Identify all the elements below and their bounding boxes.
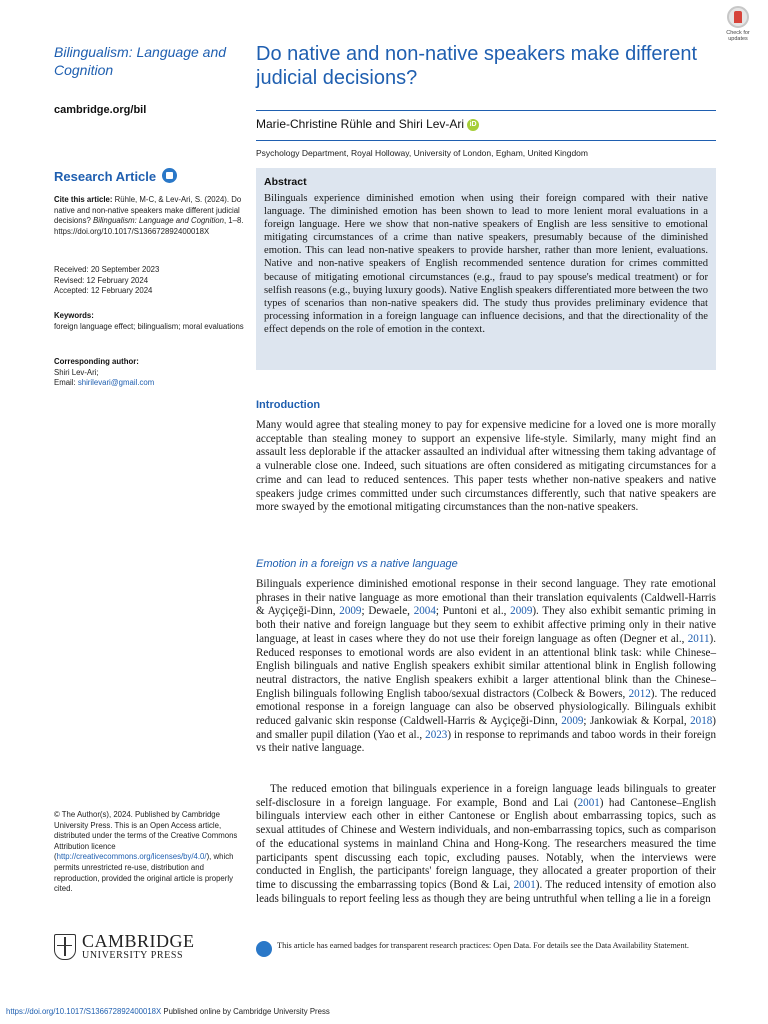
citation-block: [54, 195, 244, 237]
citation-link[interactable]: 2001: [577, 796, 600, 809]
p2-text-a: Bilinguals experience diminished emotional response in their second language. They rate emotional phrases in their native language as more emotional than their translation equivalents (Caldwell-Harris & Ayçiçeği-Dinn,: [256, 578, 716, 618]
paper-title: Do native and non-native speakers make different judicial decisions?: [256, 43, 698, 89]
publisher-name: CAMBRIDGE: [82, 931, 195, 951]
cite-label: Cite this article:: [54, 195, 113, 204]
citation-link[interactable]: 2004: [413, 605, 436, 618]
crossmark-icon: [727, 6, 749, 28]
page-footer: [6, 1007, 330, 1016]
open-data-note: [256, 940, 716, 957]
p2-text-f: ). The reduced emotional response in a foreign language can also be observed physiologically. Bilinguals exhibit reduced galvanic skin response (Caldwell-Harris & Ayçiçeği-Dinn,: [256, 687, 716, 728]
open-data-badge-icon[interactable]: [162, 168, 177, 183]
citation-link[interactable]: 2012: [628, 687, 651, 700]
publisher-subtitle: UNIVERSITY PRESS: [82, 950, 184, 961]
keywords-block: [54, 311, 244, 332]
license-link[interactable]: http://creativecommons.org/licenses/by/4.0/: [56, 852, 207, 862]
cambridge-shield-icon: [54, 934, 76, 960]
cite-text: Rühle, M-C, & Lev-Ari, S. (2024). Do native and non-native speakers make different judicial decisions?: [54, 195, 242, 226]
keywords-text: foreign language effect; bilingualism; moral evaluations: [54, 321, 244, 331]
email-line: [54, 378, 244, 389]
p3-text-a: The reduced emotion that bilinguals experience in a foreign language leads bilinguals to greater self-disclosure in a foreign language. For example, Bond and Lai (: [256, 783, 716, 809]
emotion-section-heading: Emotion in a foreign vs a native language: [256, 558, 458, 570]
emotion-paragraph-2: [256, 783, 716, 906]
cambridge-logo[interactable]: [54, 932, 195, 961]
p2-text-i: ) in response to reprimands and taboo words in their foreign vs their native language.: [256, 728, 716, 755]
corresponding-name: Shiri Lev-Ari;: [54, 367, 99, 377]
p2-text-e: ). Reduced responses to emotional words are also evident in an attentional blink task: while Chinese–English bilinguals and native English speakers exhibit similar attentional blink in English following neutral distractors, the native English speakers exhibit a larger attentional blink than the Chinese–English bilinguals following English taboo/sexual distractors (Colbeck & Bowers,: [256, 632, 716, 700]
p3-text-c: ). The reduced intensity of emotion also leads bilinguals to report feeling less as though they are being untruthful when telling a lie in a foreign: [256, 878, 716, 905]
cite-doi[interactable]: , 1–8. https://doi.org/10.1017/S136672892400018X: [54, 216, 244, 236]
citation-link[interactable]: 2009: [339, 605, 362, 618]
emotion-paragraph-1: [256, 578, 716, 756]
email-label: Email:: [54, 378, 78, 388]
orcid-icon[interactable]: iD: [467, 119, 479, 131]
cite-journal: Bilingualism: Language and Cognition: [93, 216, 224, 226]
citation-link[interactable]: 2018: [690, 715, 713, 728]
affiliation: Psychology Department, Royal Holloway, University of London, Egham, United Kingdom: [256, 148, 588, 158]
abstract-text: Bilinguals experience diminished emotion when using their foreign compared with their native language. The diminished emotion has been shown to lead to more lenient moral evaluations in a foreign language. Here we show that non-native speakers of English are less sensitive to emotional mitigating circumstances of a crime than native speakers, presumably because of the diminished emotion. This can lead non-native speakers to provide harsher, rather than more lenient, evaluations. Native and non-native speakers of English recommended sentence duration for crimes committed because of mitigating emotional circumstances (e.g., fraud to pay spouse's medical treatment) or for selfish reasons (e.g., buying luxury goods). Native English speakers differentiated more between the two types of scenarios than non-native speakers did. The study thus provides preliminary evidence that processing information in a foreign language can influence decisions, and that the directionality of the effect depends on the role of emotion in the context.: [264, 193, 708, 335]
title-divider: [256, 110, 716, 111]
p2-text-c: ; Puntoni et al.,: [435, 605, 511, 618]
journal-url[interactable]: cambridge.org/bil: [54, 104, 147, 116]
citation-link[interactable]: 2001: [513, 878, 536, 891]
citation-link[interactable]: 2009: [561, 715, 584, 728]
author-list: [256, 117, 479, 131]
authors-divider: [256, 140, 716, 141]
citation-link[interactable]: 2011: [687, 632, 710, 645]
citation-link[interactable]: 2023: [425, 728, 448, 741]
license-text-1: © The Author(s), 2024. Published by Cambridge University Press. This is an Open Access article, distributed under the terms of the Creative Commons Attribution licence (: [54, 810, 238, 862]
article-type: [54, 168, 177, 184]
abstract-heading: Abstract: [264, 176, 307, 188]
p2-text-b: ; Dewaele,: [361, 605, 414, 618]
accepted-date: Accepted: 12 February 2024: [54, 286, 153, 296]
citation-link[interactable]: 2009: [510, 605, 533, 618]
footer-doi-link[interactable]: https://doi.org/10.1017/S136672892400018X: [6, 1007, 162, 1016]
introduction-heading: Introduction: [256, 399, 321, 411]
open-data-note-text: This article has earned badges for transparent research practices: Open Data. For details see the Data Availability Statement.: [277, 941, 689, 950]
license-text-2: ), which permits unrestricted re-use, distribution and reproduction, provided the original article is properly cited.: [54, 852, 234, 894]
introduction-paragraph: Many would agree that stealing money to pay for expensive medicine for a loved one is more morally acceptable than stealing money to support an expensive life-style. Similarly, many might find an assault less deplorable if the attacker assaulted an individual after witnessing them taking advantage of a vulnerable close one. Indeed, such situations are often considered as mitigating circumstances for a crime and can lead to reduced sentences. This paper tests whether non-native speakers and native speakers judge crimes committed under such circumstances differently, such that native speakers are more swayed by the emotional mitigating circumstances than the non-native speakers.: [256, 419, 716, 514]
check-for-updates-badge[interactable]: [718, 6, 758, 48]
article-type-label: Research Article: [54, 169, 157, 184]
authors-text: Marie-Christine Rühle and Shiri Lev-Ari: [256, 117, 465, 131]
p3-text-b: ) had Cantonese–English bilinguals interview each other in either Cantonese or English about embarrassing topics, such as sexual attitudes of Chinese and Western individuals, and non-embarrassing topics, such as comparison of the educational systems in mainland China and Hong-Kong. The researchers measured the time participants spent discussing each topic, excluding pauses. Notably, when the interviews were conducted in English, the participants' foreign language, they allocated a greater proportion of their time to discussing the embarrassing topics (Bond & Lai,: [256, 796, 716, 891]
p2-text-h: ) and smaller pupil dilation (Yao et al.,: [256, 715, 716, 741]
footer-published: Published online by Cambridge University Press: [161, 1007, 330, 1016]
p2-text-g: ; Jankowiak & Korpal,: [583, 715, 691, 728]
license-notice: [54, 810, 244, 895]
received-date: Received: 20 September 2023: [54, 265, 160, 274]
journal-title: Bilingualism: Language and Cognition: [54, 44, 227, 78]
corresponding-label: Corresponding author:: [54, 357, 139, 366]
corresponding-author-block: [54, 357, 244, 389]
revised-date: Revised: 12 February 2024: [54, 275, 149, 285]
crossmark-label: Check for updates: [726, 30, 750, 42]
abstract-box: [256, 168, 716, 370]
open-data-badge-icon: [256, 941, 272, 957]
email-link[interactable]: shirilevari@gmail.com: [77, 378, 155, 388]
p2-text-d: ). They also exhibit semantic priming in both their native and foreign language but they seem to exhibit affective priming only in their native language, at least in cases where they do not use their foreign language as often (Degner et al.,: [256, 605, 716, 645]
dates-block: [54, 265, 244, 297]
keywords-label: Keywords:: [54, 311, 94, 320]
